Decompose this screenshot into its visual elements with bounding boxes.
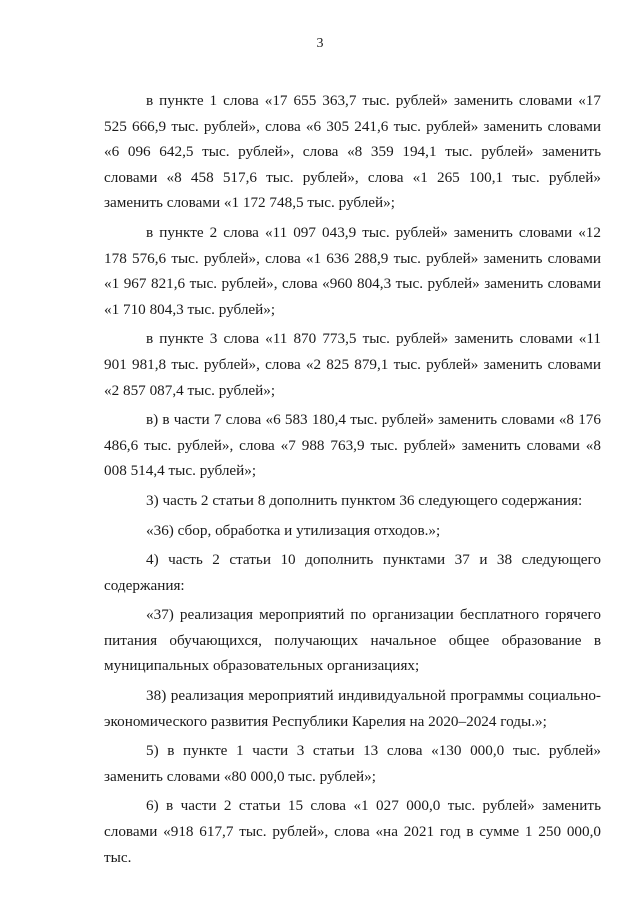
- paragraph-6: 6) в части 2 статьи 15 слова «1 027 000,0 тыс. рублей» заменить словами «918 617,7 тыс. рублей», слова «на 2021 год в сумме 1 250 000,0 тыс.: [104, 797, 601, 866]
- paragraph-v: в) в части 7 слова «6 583 180,4 тыс. рублей» заменить словами «8 176 486,6 тыс. рублей», слова «7 988 763,9 тыс. рублей» заменить словами «8 008 514,4 тыс. рублей»;: [104, 411, 601, 480]
- document-body: [104, 88, 601, 874]
- paragraph-3: 3) часть 2 статьи 8 дополнить пунктом 36 следующего содержания:: [146, 491, 583, 509]
- paragraph-4: 4) часть 2 статьи 10 дополнить пунктами 37 и 38 следующего содержания:: [104, 551, 601, 594]
- page-number: 3: [316, 36, 324, 51]
- paragraph-38: 38) реализация мероприятий индивидуальной программы социально-экономического развития Республики Карелия на 2020–2024 годы.»;: [104, 687, 601, 730]
- paragraph-item-2: в пункте 2 слова «11 097 043,9 тыс. рублей» заменить словами «12 178 576,6 тыс. рублей», слова «1 636 288,9 тыс. рублей» заменить словами «1 967 821,6 тыс. рублей», слова «960 804,3 тыс. рублей» заменить словами «1 710 804,3 тыс. рублей»;: [104, 223, 601, 318]
- paragraph-item-3: в пункте 3 слова «11 870 773,5 тыс. рублей» заменить словами «11 901 981,8 тыс. рублей», слова «2 825 879,1 тыс. рублей» заменить словами «2 857 087,4 тыс. рублей»;: [104, 330, 601, 399]
- paragraph-36: «36) сбор, обработка и утилизация отходов.»;: [146, 521, 441, 539]
- paragraph-5: 5) в пункте 1 части 3 статьи 13 слова «130 000,0 тыс. рублей» заменить словами «80 000,0 тыс. рублей»;: [104, 742, 601, 785]
- paragraph-37: «37) реализация мероприятий по организации бесплатного горячего питания обучающихся, получающих начальное общее образование в муниципальных образовательных организациях;: [104, 606, 601, 675]
- paragraph-item-1: в пункте 1 слова «17 655 363,7 тыс. рублей» заменить словами «17 525 666,9 тыс. рублей», слова «6 305 241,6 тыс. рублей» заменить словами «6 096 642,5 тыс. рублей», слова «8 359 194,1 тыс. рублей» заменить словами «8 458 517,6 тыс. рублей», слова «1 265 100,1 тыс. рублей» заменить словами «1 172 748,5 тыс. рублей»;: [104, 92, 601, 212]
